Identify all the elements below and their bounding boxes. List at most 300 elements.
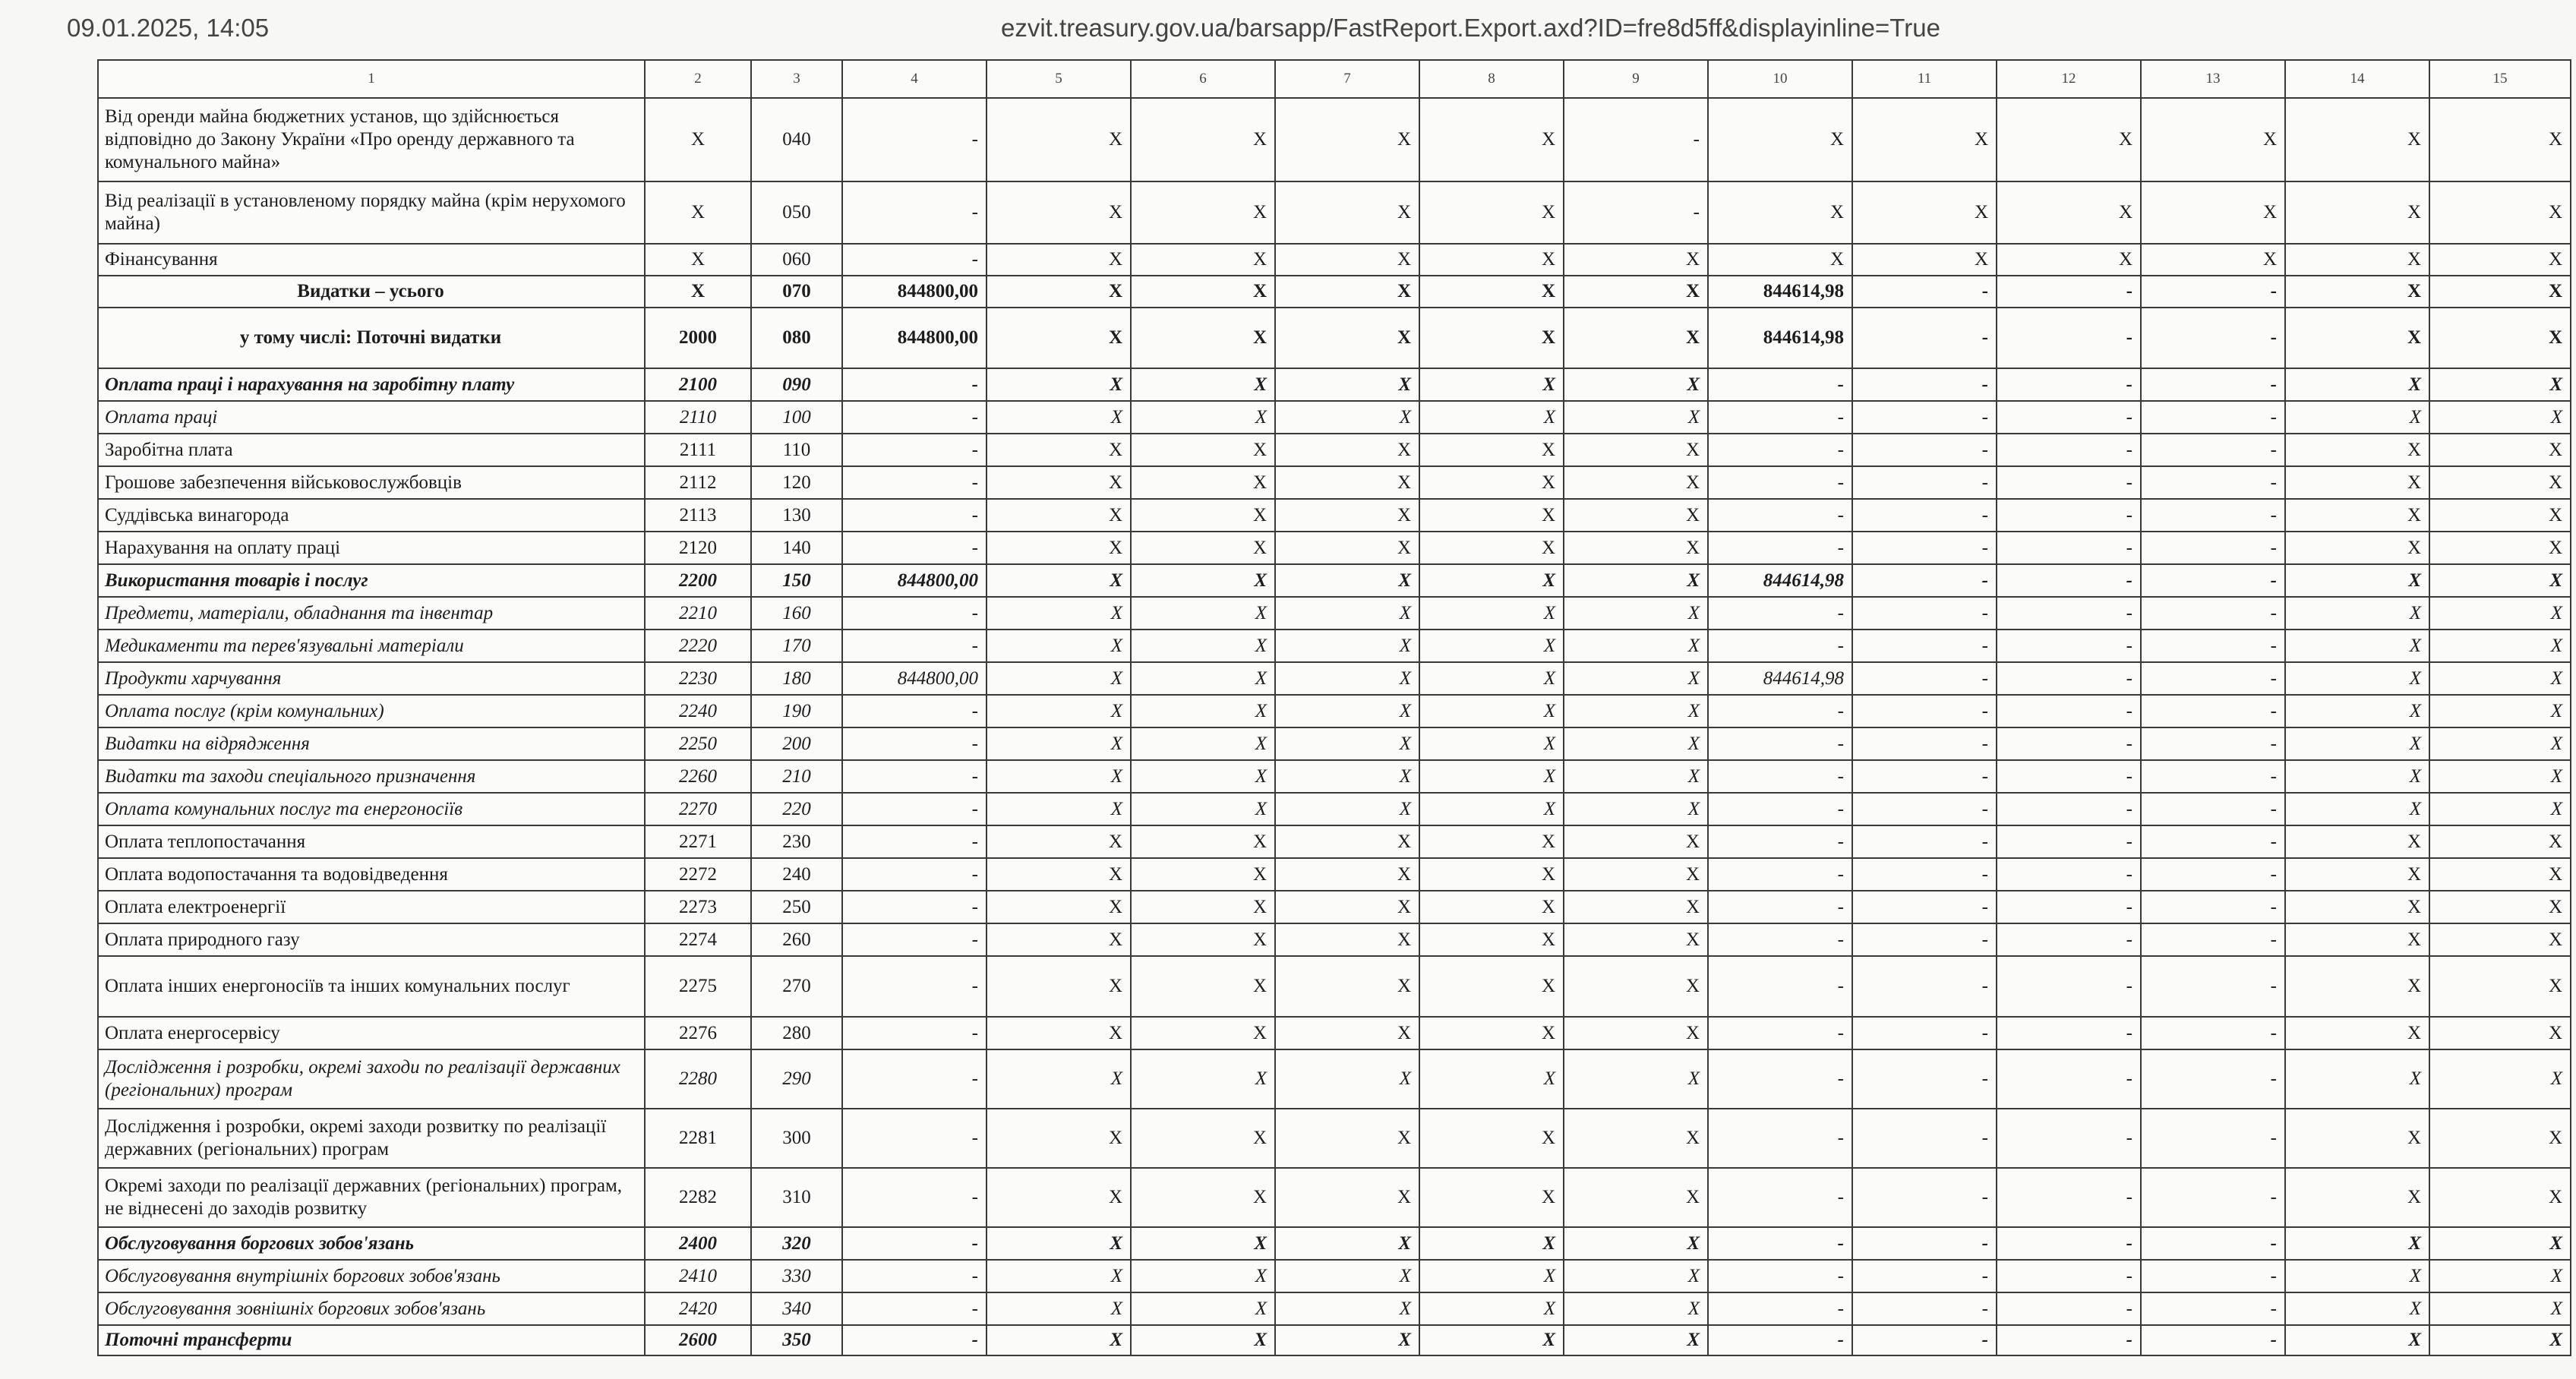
cell-col6: X [1131,760,1275,793]
cell-col10: - [1708,1227,1852,1260]
cell-col10: - [1708,532,1852,564]
cell-col6: X [1131,695,1275,727]
cell-col15: X [2429,597,2571,630]
cell-col10: - [1708,1168,1852,1227]
cell-col10: - [1708,499,1852,532]
cell-col11: - [1852,1292,1997,1325]
cell-col6: X [1131,499,1275,532]
cell-col10: 844614,98 [1708,662,1852,695]
row-code: 2112 [645,466,751,499]
row-code: X [645,276,751,308]
cell-col6: X [1131,434,1275,466]
cell-col15: X [2429,727,2571,760]
cell-col13: - [2141,1292,2285,1325]
cell-col9: X [1564,564,1708,597]
table-row [98,695,2571,727]
cell-col6: X [1131,1325,1275,1355]
cell-col11: - [1852,956,1997,1017]
cell-col15: X [2429,956,2571,1017]
row-line: 260 [751,923,842,956]
cell-col14: X [2285,499,2429,532]
cell-col9: X [1564,1325,1708,1355]
cell-col13: - [2141,858,2285,891]
cell-col13: - [2141,1049,2285,1109]
cell-col10: 844614,98 [1708,276,1852,308]
cell-col10: - [1708,923,1852,956]
table-row [98,793,2571,825]
cell-col5: X [987,662,1131,695]
cell-col11: - [1852,891,1997,923]
cell-col5: X [987,499,1131,532]
cell-col4: - [842,434,987,466]
cell-col15: X [2429,1260,2571,1292]
cell-col7: X [1275,923,1419,956]
cell-col6: X [1131,1260,1275,1292]
cell-col5: X [987,276,1131,308]
cell-col11: - [1852,368,1997,401]
cell-col13: - [2141,308,2285,368]
cell-col7: X [1275,1049,1419,1109]
cell-col9: X [1564,499,1708,532]
table-row [98,1325,2571,1355]
row-code: 2271 [645,825,751,858]
cell-col8: X [1419,760,1564,793]
cell-col13: - [2141,368,2285,401]
cell-col11: - [1852,1109,1997,1168]
cell-col8: X [1419,276,1564,308]
cell-col4: - [842,1227,987,1260]
row-code: 2420 [645,1292,751,1325]
table-row [98,1049,2571,1109]
row-code: 2220 [645,630,751,662]
cell-col14: X [2285,1049,2429,1109]
cell-col14: X [2285,1292,2429,1325]
cell-col7: X [1275,276,1419,308]
cell-col13: - [2141,466,2285,499]
row-line: 320 [751,1227,842,1260]
row-name: Від оренди майна бюджетних установ, що здійснюється відповідно до Закону України «Про оренду державного та комунального майна» [98,98,645,181]
table-row [98,434,2571,466]
row-name: Суддівська винагорода [98,499,645,532]
cell-col9: X [1564,466,1708,499]
cell-col8: X [1419,956,1564,1017]
cell-col11: - [1852,532,1997,564]
row-line: 310 [751,1168,842,1227]
table-row [98,499,2571,532]
cell-col10: - [1708,434,1852,466]
row-code: X [645,98,751,181]
row-line: 150 [751,564,842,597]
row-line: 330 [751,1260,842,1292]
cell-col13: - [2141,956,2285,1017]
cell-col9: X [1564,401,1708,434]
cell-col9: X [1564,662,1708,695]
cell-col4: - [842,793,987,825]
col-number: 6 [1131,60,1275,98]
cell-col12: - [1997,1227,2141,1260]
cell-col14: X [2285,1109,2429,1168]
cell-col12: X [1997,181,2141,244]
cell-col11: - [1852,1260,1997,1292]
row-code: 2281 [645,1109,751,1168]
cell-col11: - [1852,793,1997,825]
table-row [98,1260,2571,1292]
col-number: 10 [1708,60,1852,98]
cell-col12: - [1997,727,2141,760]
row-code: 2120 [645,532,751,564]
cell-col15: X [2429,276,2571,308]
row-name: Видатки – усього [98,276,645,308]
cell-col7: X [1275,662,1419,695]
cell-col9: X [1564,368,1708,401]
table-row [98,630,2571,662]
table-row [98,532,2571,564]
row-name: Обслуговування зовнішніх боргових зобов'язань [98,1292,645,1325]
row-line: 170 [751,630,842,662]
col-number: 3 [751,60,842,98]
cell-col8: X [1419,630,1564,662]
row-code: 2000 [645,308,751,368]
cell-col5: X [987,434,1131,466]
row-name: Предмети, матеріали, обладнання та інвентар [98,597,645,630]
cell-col14: X [2285,858,2429,891]
row-name: Фінансування [98,244,645,276]
cell-col13: - [2141,662,2285,695]
table-row [98,825,2571,858]
cell-col15: X [2429,181,2571,244]
cell-col14: X [2285,825,2429,858]
row-line: 130 [751,499,842,532]
cell-col11: - [1852,564,1997,597]
cell-col11: - [1852,1168,1997,1227]
cell-col12: - [1997,695,2141,727]
cell-col9: X [1564,891,1708,923]
row-line: 250 [751,891,842,923]
table-row [98,1292,2571,1325]
cell-col9: X [1564,1168,1708,1227]
row-name: Грошове забезпечення військовослужбовців [98,466,645,499]
cell-col9: X [1564,244,1708,276]
cell-col6: X [1131,793,1275,825]
cell-col4: 844800,00 [842,662,987,695]
cell-col13: - [2141,825,2285,858]
cell-col11: - [1852,1017,1997,1049]
cell-col7: X [1275,1325,1419,1355]
cell-col14: X [2285,564,2429,597]
table-row [98,760,2571,793]
row-code: 2273 [645,891,751,923]
cell-col4: - [842,368,987,401]
row-code: 2230 [645,662,751,695]
cell-col10: - [1708,368,1852,401]
cell-col6: X [1131,276,1275,308]
cell-col10: X [1708,98,1852,181]
cell-col8: X [1419,368,1564,401]
cell-col10: - [1708,1260,1852,1292]
cell-col8: X [1419,858,1564,891]
cell-col7: X [1275,956,1419,1017]
row-line: 040 [751,98,842,181]
cell-col15: X [2429,891,2571,923]
cell-col9: X [1564,858,1708,891]
cell-col5: X [987,244,1131,276]
cell-col11: - [1852,1049,1997,1109]
cell-col13: - [2141,727,2285,760]
cell-col5: X [987,1227,1131,1260]
cell-col15: X [2429,825,2571,858]
row-name: Видатки та заходи спеціального призначення [98,760,645,793]
cell-col12: X [1997,244,2141,276]
cell-col14: X [2285,695,2429,727]
row-line: 270 [751,956,842,1017]
cell-col15: X [2429,1292,2571,1325]
row-name: Оплата праці і нарахування на заробітну плату [98,368,645,401]
cell-col8: X [1419,98,1564,181]
row-code: 2274 [645,923,751,956]
cell-col4: - [842,956,987,1017]
row-code: 2240 [645,695,751,727]
cell-col10: 844614,98 [1708,308,1852,368]
cell-col14: X [2285,1325,2429,1355]
col-number: 4 [842,60,987,98]
cell-col12: - [1997,276,2141,308]
cell-col12: - [1997,1325,2141,1355]
cell-col7: X [1275,1109,1419,1168]
cell-col9: - [1564,98,1708,181]
cell-col7: X [1275,825,1419,858]
row-code: 2275 [645,956,751,1017]
cell-col4: - [842,1168,987,1227]
table-row [98,727,2571,760]
cell-col5: X [987,401,1131,434]
cell-col6: X [1131,244,1275,276]
cell-col5: X [987,1260,1131,1292]
cell-col9: X [1564,825,1708,858]
cell-col12: - [1997,1260,2141,1292]
row-line: 100 [751,401,842,434]
cell-col13: - [2141,1260,2285,1292]
row-name: Оплата природного газу [98,923,645,956]
row-name: Оплата праці [98,401,645,434]
row-name: Нарахування на оплату праці [98,532,645,564]
cell-col15: X [2429,401,2571,434]
cell-col10: - [1708,956,1852,1017]
cell-col14: X [2285,1168,2429,1227]
cell-col6: X [1131,858,1275,891]
cell-col4: - [842,532,987,564]
cell-col13: - [2141,793,2285,825]
row-name: Обслуговування внутрішніх боргових зобов'язань [98,1260,645,1292]
row-code: 2410 [645,1260,751,1292]
cell-col5: X [987,181,1131,244]
table-row [98,1109,2571,1168]
cell-col11: - [1852,727,1997,760]
cell-col15: X [2429,760,2571,793]
cell-col7: X [1275,434,1419,466]
cell-col12: - [1997,597,2141,630]
cell-col7: X [1275,1017,1419,1049]
cell-col7: X [1275,597,1419,630]
cell-col15: X [2429,1325,2571,1355]
cell-col13: - [2141,760,2285,793]
cell-col13: - [2141,597,2285,630]
cell-col4: - [842,181,987,244]
cell-col7: X [1275,793,1419,825]
cell-col12: X [1997,98,2141,181]
cell-col8: X [1419,434,1564,466]
row-name: Окремі заходи по реалізації державних (регіональних) програм, не віднесені до заходів розвитку [98,1168,645,1227]
row-code: 2260 [645,760,751,793]
row-code: 2110 [645,401,751,434]
cell-col14: X [2285,181,2429,244]
cell-col10: - [1708,466,1852,499]
row-name: Продукти харчування [98,662,645,695]
cell-col15: X [2429,244,2571,276]
cell-col15: X [2429,1049,2571,1109]
cell-col9: X [1564,276,1708,308]
cell-col10: X [1708,244,1852,276]
table-row [98,956,2571,1017]
table-row [98,858,2571,891]
cell-col15: X [2429,1109,2571,1168]
table-row [98,1017,2571,1049]
cell-col4: - [842,1325,987,1355]
cell-col6: X [1131,308,1275,368]
cell-col10: - [1708,727,1852,760]
col-number: 9 [1564,60,1708,98]
cell-col4: - [842,1292,987,1325]
cell-col7: X [1275,466,1419,499]
cell-col13: - [2141,891,2285,923]
row-code: 2250 [645,727,751,760]
cell-col11: X [1852,244,1997,276]
cell-col4: 844800,00 [842,308,987,368]
row-line: 060 [751,244,842,276]
row-line: 110 [751,434,842,466]
cell-col11: - [1852,401,1997,434]
row-name: Від реалізації в установленому порядку майна (крім нерухомого майна) [98,181,645,244]
cell-col12: - [1997,793,2141,825]
cell-col15: X [2429,1168,2571,1227]
row-code: 2600 [645,1325,751,1355]
row-code: 2113 [645,499,751,532]
cell-col7: X [1275,858,1419,891]
row-name: Видатки на відрядження [98,727,645,760]
cell-col12: - [1997,662,2141,695]
cell-col12: - [1997,891,2141,923]
row-name: Оплата послуг (крім комунальних) [98,695,645,727]
cell-col13: - [2141,276,2285,308]
cell-col10: - [1708,1109,1852,1168]
row-name: Оплата водопостачання та водовідведення [98,858,645,891]
cell-col10: - [1708,1292,1852,1325]
cell-col10: - [1708,630,1852,662]
cell-col13: - [2141,564,2285,597]
row-line: 120 [751,466,842,499]
cell-col15: X [2429,564,2571,597]
cell-col14: X [2285,956,2429,1017]
cell-col7: X [1275,1292,1419,1325]
cell-col15: X [2429,793,2571,825]
cell-col6: X [1131,923,1275,956]
cell-col13: - [2141,1168,2285,1227]
cell-col10: X [1708,181,1852,244]
row-code: 2282 [645,1168,751,1227]
row-line: 090 [751,368,842,401]
cell-col12: - [1997,1049,2141,1109]
cell-col6: X [1131,466,1275,499]
cell-col8: X [1419,1168,1564,1227]
cell-col12: - [1997,1017,2141,1049]
cell-col15: X [2429,98,2571,181]
cell-col8: X [1419,923,1564,956]
cell-col11: - [1852,434,1997,466]
cell-col5: X [987,825,1131,858]
cell-col10: - [1708,695,1852,727]
cell-col8: X [1419,532,1564,564]
cell-col6: X [1131,368,1275,401]
cell-col5: X [987,858,1131,891]
table-row [98,244,2571,276]
col-number: 8 [1419,60,1564,98]
cell-col11: - [1852,308,1997,368]
row-code: 2111 [645,434,751,466]
cell-col9: X [1564,923,1708,956]
table-row [98,891,2571,923]
cell-col9: X [1564,1049,1708,1109]
cell-col14: X [2285,434,2429,466]
row-line: 340 [751,1292,842,1325]
cell-col9: X [1564,532,1708,564]
cell-col4: - [842,630,987,662]
cell-col13: X [2141,98,2285,181]
cell-col9: - [1564,181,1708,244]
table-row [98,466,2571,499]
cell-col9: X [1564,308,1708,368]
cell-col12: - [1997,630,2141,662]
col-number: 7 [1275,60,1419,98]
row-code: 2210 [645,597,751,630]
cell-col11: - [1852,466,1997,499]
row-name: Заробітна плата [98,434,645,466]
cell-col5: X [987,597,1131,630]
row-code: 2400 [645,1227,751,1260]
cell-col13: - [2141,434,2285,466]
table-row [98,401,2571,434]
row-name: Медикаменти та перев'язувальні матеріали [98,630,645,662]
row-name: Оплата енергосервісу [98,1017,645,1049]
cell-col5: X [987,564,1131,597]
cell-col7: X [1275,727,1419,760]
cell-col4: - [842,466,987,499]
cell-col15: X [2429,466,2571,499]
cell-col10: - [1708,760,1852,793]
cell-col4: - [842,597,987,630]
row-line: 210 [751,760,842,793]
cell-col6: X [1131,1227,1275,1260]
cell-col7: X [1275,891,1419,923]
cell-col8: X [1419,466,1564,499]
cell-col15: X [2429,1227,2571,1260]
cell-col12: - [1997,368,2141,401]
cell-col7: X [1275,401,1419,434]
row-line: 180 [751,662,842,695]
cell-col8: X [1419,1260,1564,1292]
row-name: Оплата комунальних послуг та енергоносіїв [98,793,645,825]
row-name: Оплата теплопостачання [98,825,645,858]
cell-col12: - [1997,760,2141,793]
cell-col11: - [1852,760,1997,793]
